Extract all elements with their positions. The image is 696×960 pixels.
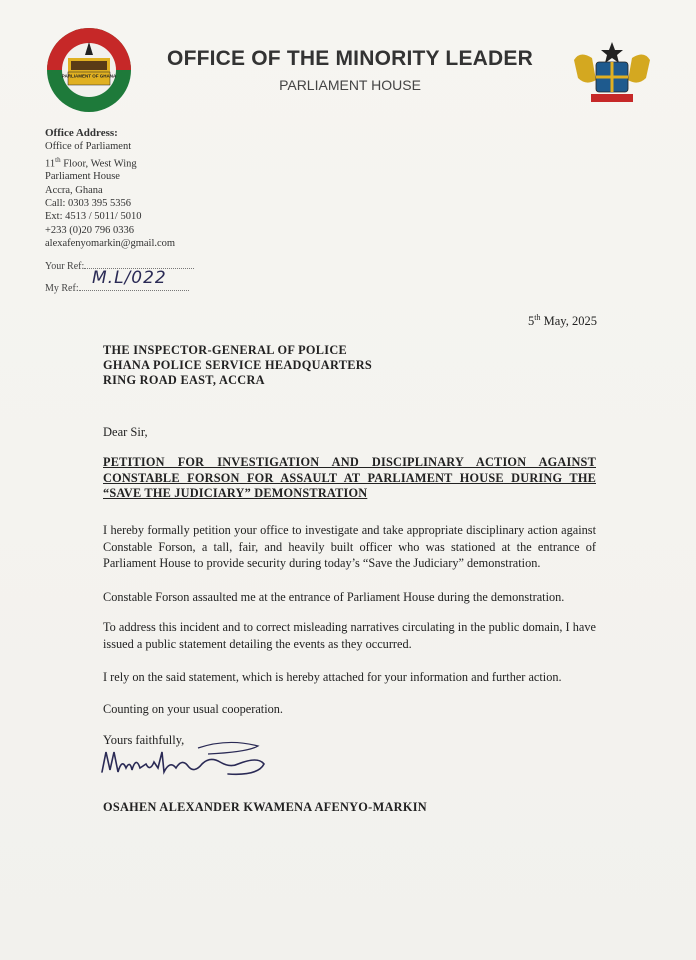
body-paragraph: I hereby formally petition your office to investigate and take appropriate disciplinary action against Constable Forson, a tall, fair, and heavily built officer who was stationed at the entrance of Parliament House to provide security during today’s “Save the Judiciary” demonstration. <box>103 523 596 570</box>
address-line: +233 (0)20 796 0336 <box>45 224 135 236</box>
recipient-line: THE INSPECTOR-GENERAL OF POLICE <box>103 343 348 357</box>
office-subtitle: PARLIAMENT HOUSE <box>279 77 421 93</box>
body-paragraph: I rely on the said statement, which is hereby attached for your information and further action. <box>103 670 562 684</box>
parliament-of-ghana-logo <box>44 20 134 120</box>
address-email: alexafenyomarkin@gmail.com <box>45 237 176 249</box>
closing: Yours faithfully, <box>103 733 185 747</box>
recipient-line: RING ROAD EAST, ACCRA <box>103 373 265 387</box>
body-paragraph: Counting on your usual cooperation. <box>103 702 283 716</box>
signatory-name: OSAHEN ALEXANDER KWAMENA AFENYO-MARKIN <box>103 800 427 814</box>
handwritten-signature <box>98 738 278 788</box>
address-line: Parliament House <box>45 171 120 183</box>
office-address-block <box>45 127 175 250</box>
address-line: 11th Floor, West Wing <box>45 155 137 170</box>
coat-of-arms-icon <box>566 40 658 110</box>
your-ref-label: Your Ref: <box>45 261 85 272</box>
letter-date: 5th May, 2025 <box>528 313 597 329</box>
address-line: Accra, Ghana <box>45 184 103 196</box>
body-paragraph: Constable Forson assaulted me at the entrance of Parliament House during the demonstration. <box>103 590 565 604</box>
address-heading: Office Address: <box>45 127 118 139</box>
address-line: Call: 0303 395 5356 <box>45 197 132 209</box>
handwritten-reference: M.L/022 <box>92 268 167 288</box>
logo-text: PARLIAMENT OF GHANA <box>61 73 117 79</box>
salutation: Dear Sir, <box>103 425 148 439</box>
recipient-block <box>103 343 372 388</box>
address-line: Office of Parliament <box>45 141 132 153</box>
letter-subject: PETITION FOR INVESTIGATION AND DISCIPLINARY ACTION AGAINST CONSTABLE FORSON FOR ASSAULT AT PARLIAMENT HOUSE DURING THE “SAVE THE JUDICIARY” DEMONSTRATION <box>103 455 596 500</box>
address-line: Ext: 4513 / 5011/ 5010 <box>45 211 142 223</box>
office-title: OFFICE OF THE MINORITY LEADER <box>167 47 533 70</box>
body-paragraph: To address this incident and to correct misleading narratives circulating in the public domain, I have issued a public statement detailing the events as they occurred. <box>103 620 596 651</box>
recipient-line: GHANA POLICE SERVICE HEADQUARTERS <box>103 358 373 372</box>
my-ref-label: My Ref: <box>45 283 79 294</box>
